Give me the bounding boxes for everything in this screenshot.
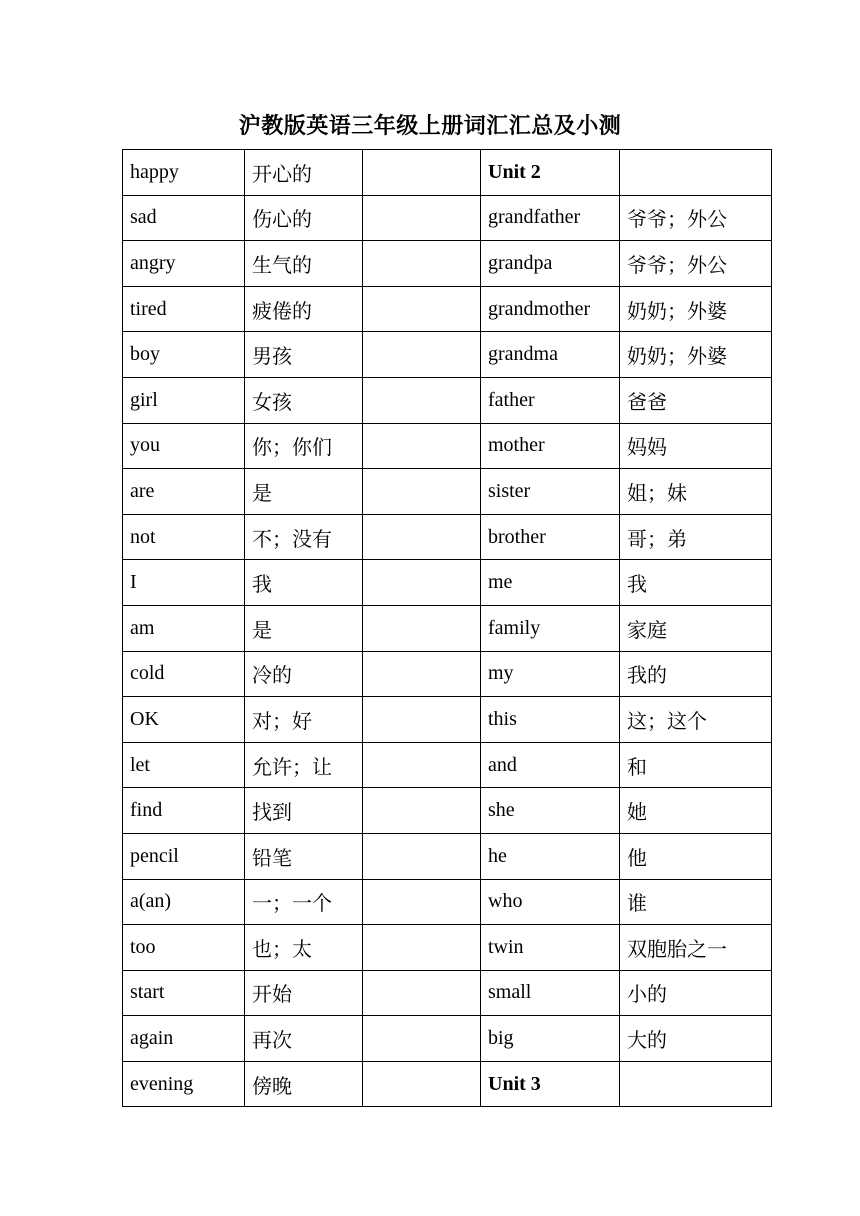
table-row xyxy=(123,925,772,971)
table-row xyxy=(123,788,772,834)
table-row xyxy=(123,1061,772,1107)
english-word-cell-right: Unit 2 xyxy=(481,150,620,196)
vocabulary-table-body xyxy=(123,150,772,1107)
chinese-meaning-cell: 女孩 xyxy=(245,377,363,423)
blank-answer-cell xyxy=(363,286,481,332)
english-word-cell: find xyxy=(123,788,245,834)
table-row xyxy=(123,833,772,879)
english-word-cell-right: father xyxy=(481,377,620,423)
table-row xyxy=(123,150,772,196)
english-word-cell: sad xyxy=(123,195,245,241)
blank-answer-cell xyxy=(363,970,481,1016)
english-word-cell: cold xyxy=(123,651,245,697)
english-word-cell-right: Unit 3 xyxy=(481,1061,620,1107)
english-word-cell-right: my xyxy=(481,651,620,697)
english-word-cell: happy xyxy=(123,150,245,196)
english-word-cell-right: he xyxy=(481,833,620,879)
blank-answer-cell xyxy=(363,1061,481,1107)
page-title: 沪教版英语三年级上册词汇汇总及小测 xyxy=(238,113,622,138)
english-word-cell: angry xyxy=(123,241,245,287)
chinese-meaning-cell: 疲倦的 xyxy=(245,286,363,332)
table-row xyxy=(123,651,772,697)
chinese-meaning-cell-right: 小的 xyxy=(620,970,772,1016)
chinese-meaning-cell-right: 妈妈 xyxy=(620,423,772,469)
chinese-meaning-cell-right: 我 xyxy=(620,560,772,606)
blank-answer-cell xyxy=(363,195,481,241)
english-word-cell-right: grandmother xyxy=(481,286,620,332)
blank-answer-cell xyxy=(363,879,481,925)
english-word-cell: girl xyxy=(123,377,245,423)
chinese-meaning-cell: 是 xyxy=(245,605,363,651)
english-word-cell-right: mother xyxy=(481,423,620,469)
chinese-meaning-cell: 冷的 xyxy=(245,651,363,697)
chinese-meaning-cell-right: 双胞胎之一 xyxy=(620,925,772,971)
english-word-cell-right: me xyxy=(481,560,620,606)
english-word-cell-right: sister xyxy=(481,469,620,515)
chinese-meaning-cell: 一；一个 xyxy=(245,879,363,925)
english-word-cell: are xyxy=(123,469,245,515)
english-word-cell: again xyxy=(123,1016,245,1062)
blank-answer-cell xyxy=(363,833,481,879)
english-word-cell-right: big xyxy=(481,1016,620,1062)
table-row xyxy=(123,970,772,1016)
english-word-cell-right: grandma xyxy=(481,332,620,378)
chinese-meaning-cell-right: 大的 xyxy=(620,1016,772,1062)
table-row xyxy=(123,879,772,925)
blank-answer-cell xyxy=(363,514,481,560)
english-word-cell: too xyxy=(123,925,245,971)
english-word-cell: pencil xyxy=(123,833,245,879)
blank-answer-cell xyxy=(363,560,481,606)
chinese-meaning-cell: 也；太 xyxy=(245,925,363,971)
english-word-cell: you xyxy=(123,423,245,469)
chinese-meaning-cell-right: 姐；妹 xyxy=(620,469,772,515)
english-word-cell-right: brother xyxy=(481,514,620,560)
chinese-meaning-cell: 不；没有 xyxy=(245,514,363,560)
blank-answer-cell xyxy=(363,605,481,651)
english-word-cell-right: twin xyxy=(481,925,620,971)
table-row xyxy=(123,605,772,651)
chinese-meaning-cell: 伤心的 xyxy=(245,195,363,241)
chinese-meaning-cell-right: 谁 xyxy=(620,879,772,925)
blank-answer-cell xyxy=(363,241,481,287)
english-word-cell: boy xyxy=(123,332,245,378)
blank-answer-cell xyxy=(363,332,481,378)
chinese-meaning-cell-right: 爷爷；外公 xyxy=(620,241,772,287)
blank-answer-cell xyxy=(363,469,481,515)
table-row xyxy=(123,286,772,332)
blank-answer-cell xyxy=(363,1016,481,1062)
english-word-cell: a(an) xyxy=(123,879,245,925)
english-word-cell-right: and xyxy=(481,742,620,788)
blank-answer-cell xyxy=(363,788,481,834)
table-row xyxy=(123,377,772,423)
table-row xyxy=(123,514,772,560)
table-row xyxy=(123,697,772,743)
chinese-meaning-cell-right xyxy=(620,150,772,196)
chinese-meaning-cell: 再次 xyxy=(245,1016,363,1062)
english-word-cell: tired xyxy=(123,286,245,332)
english-word-cell: let xyxy=(123,742,245,788)
chinese-meaning-cell-right: 奶奶；外婆 xyxy=(620,286,772,332)
chinese-meaning-cell: 我 xyxy=(245,560,363,606)
english-word-cell-right: grandfather xyxy=(481,195,620,241)
chinese-meaning-cell: 是 xyxy=(245,469,363,515)
chinese-meaning-cell: 找到 xyxy=(245,788,363,834)
english-word-cell-right: this xyxy=(481,697,620,743)
blank-answer-cell xyxy=(363,377,481,423)
table-row xyxy=(123,241,772,287)
english-word-cell: start xyxy=(123,970,245,1016)
chinese-meaning-cell: 傍晚 xyxy=(245,1061,363,1107)
english-word-cell: not xyxy=(123,514,245,560)
english-word-cell-right: grandpa xyxy=(481,241,620,287)
blank-answer-cell xyxy=(363,742,481,788)
chinese-meaning-cell-right: 他 xyxy=(620,833,772,879)
chinese-meaning-cell: 生气的 xyxy=(245,241,363,287)
chinese-meaning-cell: 铅笔 xyxy=(245,833,363,879)
table-row xyxy=(123,423,772,469)
table-row xyxy=(123,560,772,606)
english-word-cell: am xyxy=(123,605,245,651)
english-word-cell-right: who xyxy=(481,879,620,925)
chinese-meaning-cell-right: 爷爷；外公 xyxy=(620,195,772,241)
english-word-cell-right: family xyxy=(481,605,620,651)
chinese-meaning-cell: 对；好 xyxy=(245,697,363,743)
vocabulary-table xyxy=(122,149,772,1107)
chinese-meaning-cell-right: 和 xyxy=(620,742,772,788)
blank-answer-cell xyxy=(363,925,481,971)
chinese-meaning-cell-right xyxy=(620,1061,772,1107)
english-word-cell-right: she xyxy=(481,788,620,834)
blank-answer-cell xyxy=(363,423,481,469)
chinese-meaning-cell: 男孩 xyxy=(245,332,363,378)
chinese-meaning-cell-right: 哥；弟 xyxy=(620,514,772,560)
chinese-meaning-cell-right: 爸爸 xyxy=(620,377,772,423)
chinese-meaning-cell-right: 我的 xyxy=(620,651,772,697)
chinese-meaning-cell: 允许；让 xyxy=(245,742,363,788)
chinese-meaning-cell-right: 这；这个 xyxy=(620,697,772,743)
chinese-meaning-cell: 开始 xyxy=(245,970,363,1016)
blank-answer-cell xyxy=(363,150,481,196)
english-word-cell-right: small xyxy=(481,970,620,1016)
english-word-cell: evening xyxy=(123,1061,245,1107)
blank-answer-cell xyxy=(363,697,481,743)
chinese-meaning-cell-right: 她 xyxy=(620,788,772,834)
table-row xyxy=(123,469,772,515)
table-row xyxy=(123,195,772,241)
english-word-cell: I xyxy=(123,560,245,606)
english-word-cell: OK xyxy=(123,697,245,743)
chinese-meaning-cell: 开心的 xyxy=(245,150,363,196)
table-row xyxy=(123,332,772,378)
chinese-meaning-cell: 你；你们 xyxy=(245,423,363,469)
table-row xyxy=(123,742,772,788)
table-row xyxy=(123,1016,772,1062)
blank-answer-cell xyxy=(363,651,481,697)
chinese-meaning-cell-right: 奶奶；外婆 xyxy=(620,332,772,378)
chinese-meaning-cell-right: 家庭 xyxy=(620,605,772,651)
